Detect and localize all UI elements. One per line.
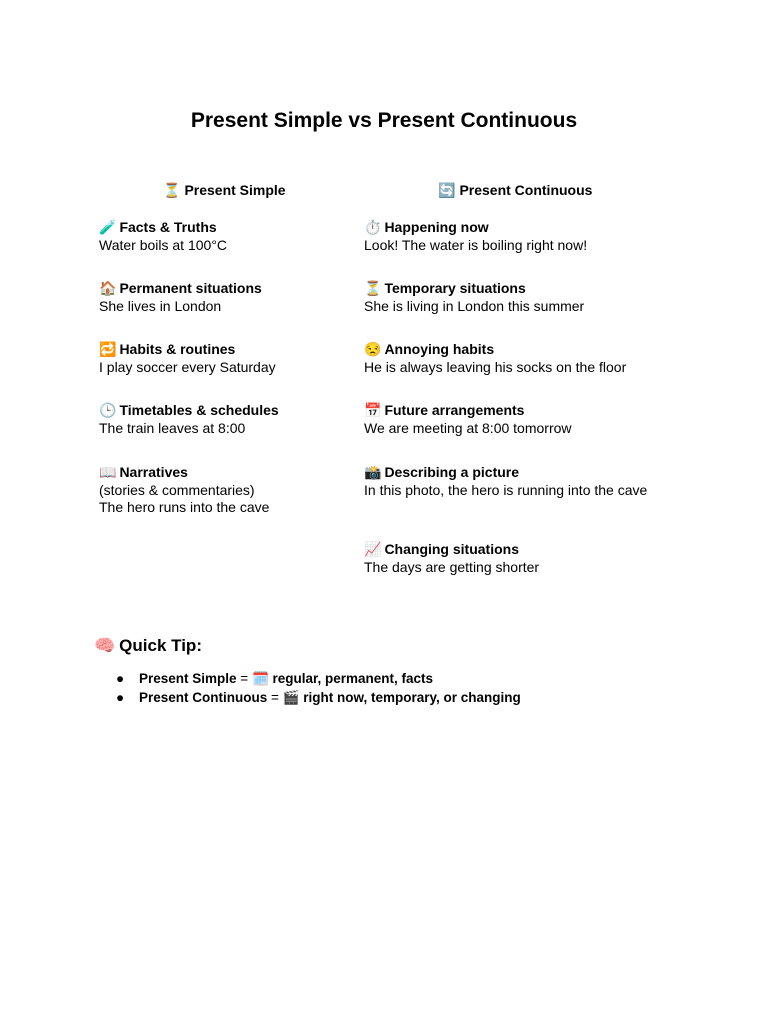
item-heading — [364, 341, 626, 359]
item-heading — [364, 219, 587, 237]
present-simple-item-narratives — [99, 464, 269, 517]
quick-tip-label: Quick Tip: — [119, 636, 202, 655]
bullet: ● — [116, 689, 125, 705]
tip-term: Present Continuous — [139, 689, 268, 705]
item-heading-label: Timetables & schedules — [119, 402, 279, 418]
item-heading — [364, 280, 584, 298]
present-continuous-item-temporary — [364, 280, 584, 315]
clock-icon: 🕒 — [99, 402, 117, 418]
present-continuous-item-happening-now — [364, 219, 587, 254]
camera-flash-icon: 📸 — [364, 464, 382, 480]
item-heading-label: Future arrangements — [384, 402, 525, 418]
item-note: (stories & commentaries) — [99, 481, 255, 498]
present-continuous-item-describing-picture — [364, 464, 647, 499]
hourglass-icon: ⏳ — [163, 182, 181, 198]
item-heading-label: Changing situations — [384, 541, 519, 557]
column-heading-label: Present Simple — [184, 182, 286, 198]
item-heading-label: Habits & routines — [119, 341, 236, 357]
item-example: She is living in London this summer — [364, 297, 585, 314]
item-example: She lives in London — [99, 297, 222, 314]
item-heading-label: Facts & Truths — [119, 219, 217, 235]
spiral-calendar-icon: 🗓️ — [251, 671, 269, 686]
test-tube-icon: 🧪 — [99, 219, 117, 235]
brain-icon: 🧠 — [94, 636, 116, 655]
column-heading-present-continuous — [438, 181, 592, 199]
clapper-board-icon: 🎬 — [282, 689, 300, 705]
bullet: ● — [116, 671, 125, 686]
column-heading-label: Present Continuous — [459, 182, 593, 198]
open-book-icon: 📖 — [99, 464, 117, 480]
item-heading — [99, 341, 276, 359]
list-item — [116, 670, 521, 689]
item-heading-label: Happening now — [384, 219, 489, 235]
item-example: Water boils at 100°C — [99, 236, 228, 253]
chart-increasing-icon: 📈 — [364, 541, 382, 557]
item-heading-label: Describing a picture — [384, 464, 520, 480]
list-item — [116, 689, 521, 708]
item-heading-label: Permanent situations — [119, 280, 262, 296]
tip-text: right now, temporary, or changing — [299, 689, 521, 705]
item-example: In this photo, the hero is running into the cave — [364, 481, 648, 498]
item-example: Look! The water is boiling right now! — [364, 236, 588, 253]
item-heading — [99, 219, 227, 237]
tip-text: regular, permanent, facts — [268, 671, 434, 686]
column-heading-present-simple — [163, 181, 286, 199]
refresh-arrows-icon: 🔄 — [438, 182, 456, 198]
present-simple-item-facts — [99, 219, 227, 254]
present-simple-item-permanent — [99, 280, 262, 315]
tip-equals: = — [236, 671, 252, 686]
stopwatch-icon: ⏱️ — [364, 219, 382, 235]
item-heading-label: Annoying habits — [384, 341, 495, 357]
item-example: The days are getting shorter — [364, 558, 540, 575]
tip-term: Present Simple — [139, 671, 237, 686]
item-example: I play soccer every Saturday — [99, 358, 276, 375]
calendar-icon: 📅 — [364, 402, 382, 418]
house-icon: 🏠 — [99, 280, 117, 296]
present-simple-item-habits — [99, 341, 276, 376]
item-heading — [364, 541, 539, 559]
present-continuous-item-future-arrangements — [364, 402, 572, 437]
item-heading-label: Temporary situations — [384, 280, 526, 296]
tip-equals: = — [267, 689, 283, 705]
item-heading — [99, 280, 262, 298]
item-example: He is always leaving his socks on the floor — [364, 358, 627, 375]
item-heading — [99, 402, 279, 420]
present-continuous-item-annoying-habits — [364, 341, 626, 376]
page-title: Present Simple vs Present Continuous — [190, 109, 578, 132]
item-heading — [364, 402, 572, 420]
hourglass-icon: ⏳ — [364, 280, 382, 296]
quick-tip-heading — [94, 635, 202, 657]
item-example: The hero runs into the cave — [99, 499, 270, 515]
unamused-face-icon: 😒 — [364, 341, 382, 357]
quick-tip-list — [116, 670, 521, 707]
item-example: We are meeting at 8:00 tomorrow — [364, 419, 572, 436]
item-example: The train leaves at 8:00 — [99, 419, 246, 436]
present-simple-item-timetables — [99, 402, 279, 437]
repeat-icon: 🔁 — [99, 341, 117, 357]
present-continuous-item-changing — [364, 541, 539, 576]
item-heading-label: Narratives — [119, 464, 188, 480]
item-heading — [99, 464, 269, 482]
item-heading — [364, 464, 647, 482]
